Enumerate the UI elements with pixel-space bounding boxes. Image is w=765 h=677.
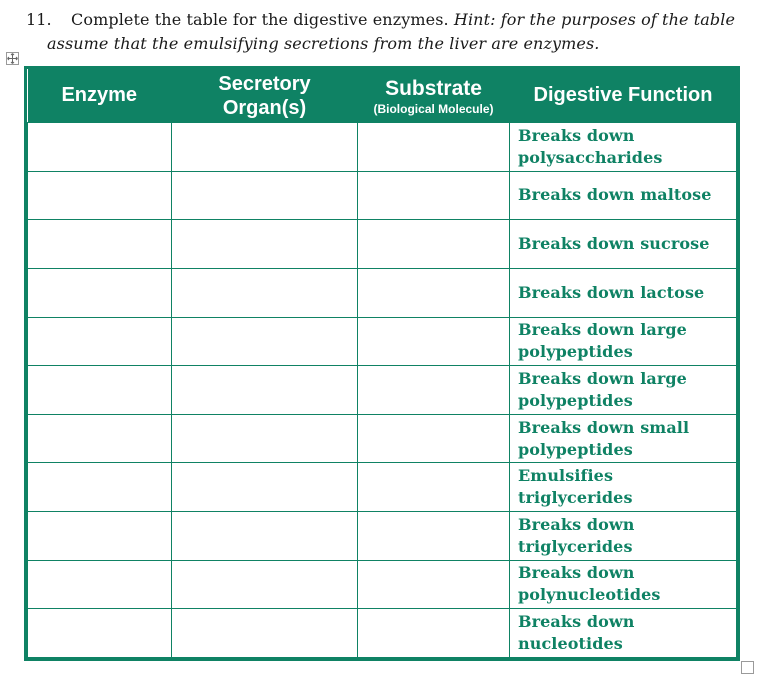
table-row xyxy=(28,560,737,609)
function-cell: Breaks down lactose xyxy=(510,268,737,317)
header-secretory-organ xyxy=(172,69,358,123)
organ-cell[interactable] xyxy=(172,560,358,609)
table-header-row xyxy=(28,69,737,123)
organ-cell[interactable] xyxy=(172,268,358,317)
substrate-cell[interactable] xyxy=(358,366,510,415)
table-row xyxy=(28,463,737,512)
header-digestive-function: Digestive Function xyxy=(510,69,737,123)
header-substrate-sub: (Biological Molecule) xyxy=(373,101,494,116)
substrate-cell[interactable] xyxy=(358,560,510,609)
paragraph-end-marker-icon xyxy=(741,661,754,674)
organ-cell[interactable] xyxy=(172,123,358,172)
enzyme-cell[interactable] xyxy=(28,366,172,415)
header-substrate-main: Substrate xyxy=(385,76,482,100)
function-cell: Breaks down large polypeptides xyxy=(510,317,737,366)
enzyme-cell[interactable] xyxy=(28,123,172,172)
enzyme-cell[interactable] xyxy=(28,414,172,463)
question-hint-line-2: assume that the emulsifying secretions from the liver are enzymes. xyxy=(47,34,600,53)
organ-cell[interactable] xyxy=(172,512,358,561)
enzyme-table xyxy=(24,66,740,661)
table-row xyxy=(28,123,737,172)
enzyme-cell[interactable] xyxy=(28,220,172,269)
enzyme-cell[interactable] xyxy=(28,560,172,609)
function-cell: Emulsifies triglycerides xyxy=(510,463,737,512)
organ-cell[interactable] xyxy=(172,171,358,220)
table-row xyxy=(28,171,737,220)
enzyme-cell[interactable] xyxy=(28,268,172,317)
substrate-cell[interactable] xyxy=(358,609,510,658)
function-cell: Breaks down small polypeptides xyxy=(510,414,737,463)
substrate-cell[interactable] xyxy=(358,463,510,512)
enzyme-cell[interactable] xyxy=(28,609,172,658)
function-cell: Breaks down large polypeptides xyxy=(510,366,737,415)
organ-cell[interactable] xyxy=(172,366,358,415)
function-cell: Breaks down sucrose xyxy=(510,220,737,269)
question-instruction: Complete the table for the digestive enzymes. xyxy=(71,10,449,29)
organ-cell[interactable] xyxy=(172,220,358,269)
table-row xyxy=(28,268,737,317)
enzyme-cell[interactable] xyxy=(28,171,172,220)
table-row xyxy=(28,220,737,269)
function-cell: Breaks down polynucleotides xyxy=(510,560,737,609)
header-organ-line-1: Secretory xyxy=(218,72,311,95)
organ-cell[interactable] xyxy=(172,609,358,658)
enzyme-cell[interactable] xyxy=(28,463,172,512)
enzyme-cell[interactable] xyxy=(28,317,172,366)
substrate-cell[interactable] xyxy=(358,414,510,463)
question-text xyxy=(26,8,756,56)
function-cell: Breaks down maltose xyxy=(510,171,737,220)
function-cell: Breaks down triglycerides xyxy=(510,512,737,561)
question-line-1 xyxy=(26,8,756,32)
substrate-cell[interactable] xyxy=(358,171,510,220)
substrate-cell[interactable] xyxy=(358,317,510,366)
header-organ-line-2: Organ(s) xyxy=(222,96,307,119)
question-hint-line-1: Hint: for the purposes of the table xyxy=(453,10,736,29)
substrate-cell[interactable] xyxy=(358,268,510,317)
substrate-cell[interactable] xyxy=(358,512,510,561)
substrate-cell[interactable] xyxy=(358,220,510,269)
substrate-cell[interactable] xyxy=(358,123,510,172)
header-enzyme: Enzyme xyxy=(28,69,172,123)
organ-cell[interactable] xyxy=(172,317,358,366)
table-row xyxy=(28,609,737,658)
enzyme-cell[interactable] xyxy=(28,512,172,561)
organ-cell[interactable] xyxy=(172,463,358,512)
table-row xyxy=(28,512,737,561)
table-row xyxy=(28,366,737,415)
table-row xyxy=(28,414,737,463)
question-number: 11. xyxy=(26,10,52,29)
move-handle-icon[interactable] xyxy=(6,52,19,65)
move-arrows-icon xyxy=(7,53,18,64)
function-cell: Breaks down nucleotides xyxy=(510,609,737,658)
table-row xyxy=(28,317,737,366)
function-cell: Breaks down polysaccharides xyxy=(510,123,737,172)
organ-cell[interactable] xyxy=(172,414,358,463)
header-substrate xyxy=(358,69,510,123)
